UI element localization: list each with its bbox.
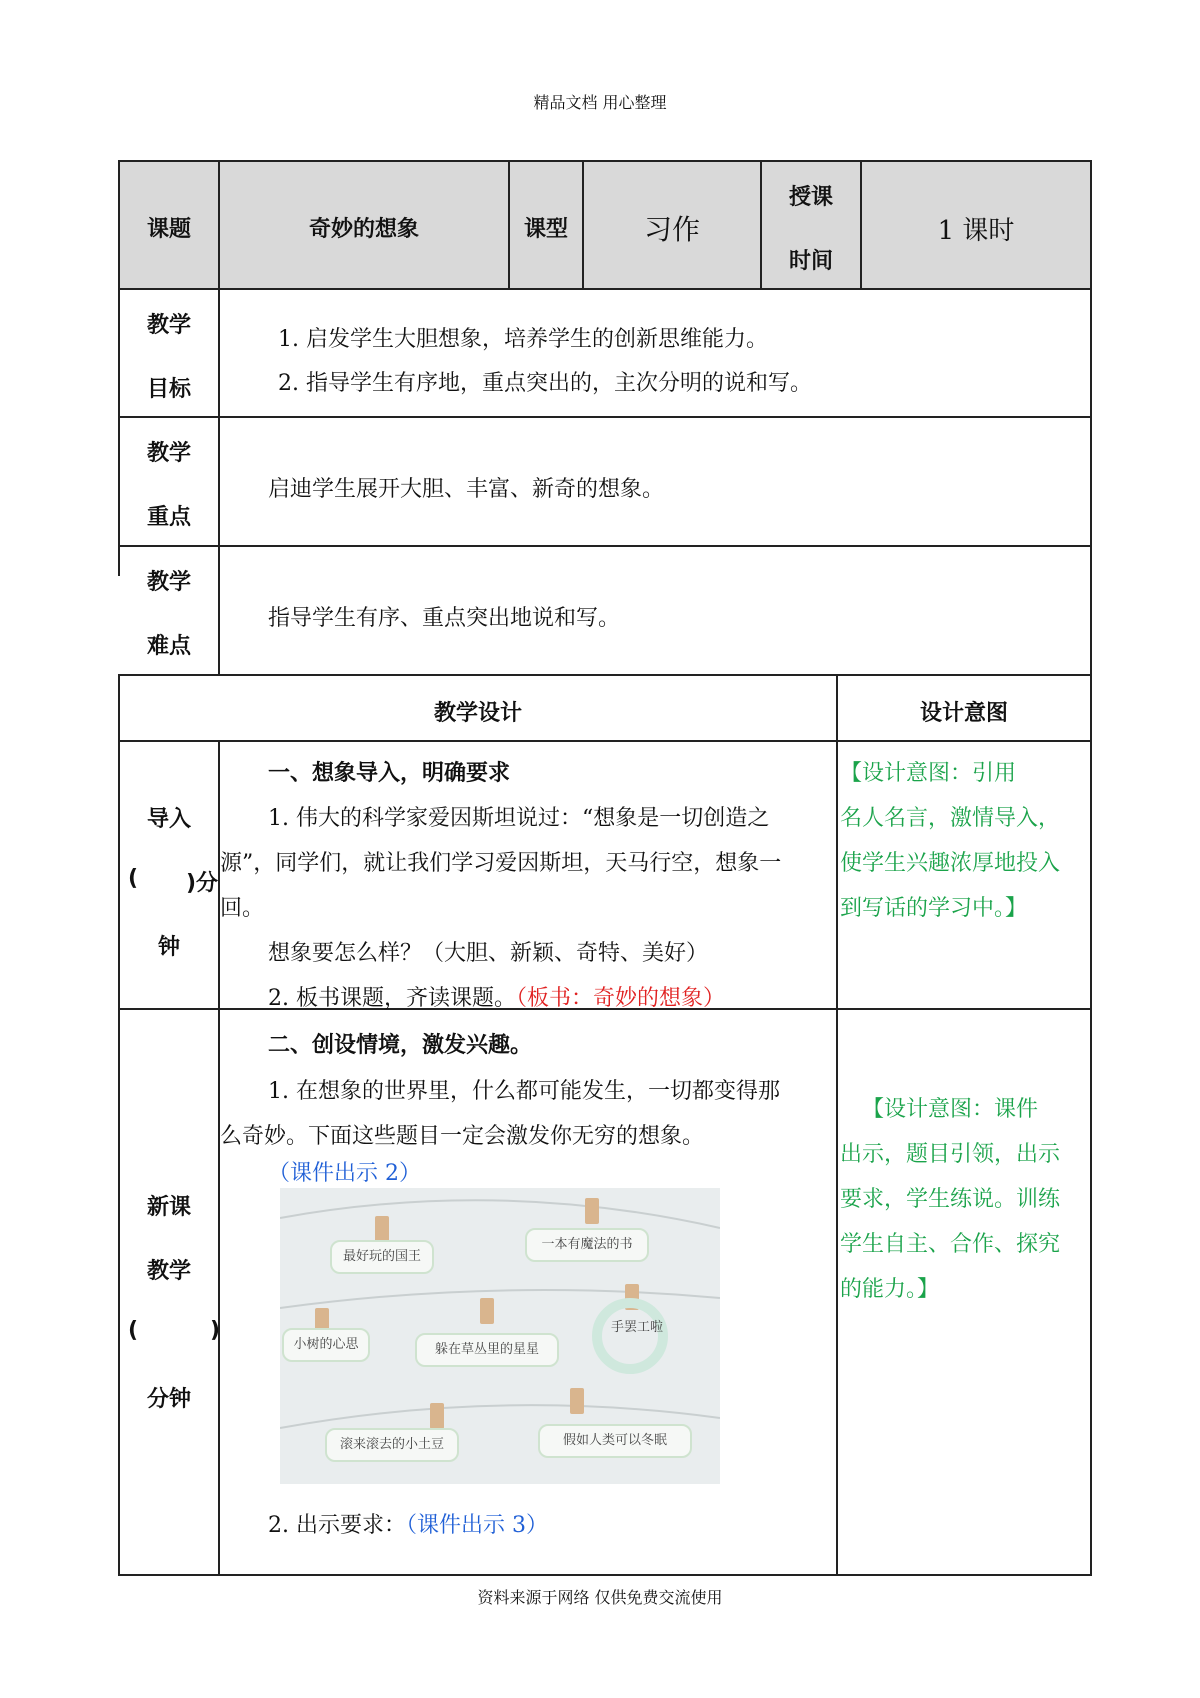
intro-intent-line4: 到写话的学习中。】 [840, 896, 1028, 921]
intro-label-paren: ( [128, 866, 139, 891]
newlesson-label-close-paren: ) [210, 1318, 221, 1343]
newlesson-label-line1: 新课 [146, 1195, 191, 1220]
table-border-bottom [118, 1574, 1092, 1576]
difficulties-label-line2: 难点 [146, 634, 191, 659]
slide-card: 假如人类可以冬眠 [538, 1424, 692, 1458]
newlesson-label-minutes: 分钟 [146, 1387, 191, 1412]
intro-para2: 想象要怎么样？（大胆、新颖、奇特、美好） [268, 941, 709, 966]
difficulties-label-line1: 教学 [146, 570, 191, 595]
objective-line-1: 1. 启发学生大胆想象，培养学生的创新思维能力。 [278, 327, 768, 352]
newlesson-intent-line1: 【设计意图：课件 [862, 1097, 1039, 1122]
keypoints-text: 启迪学生展开大胆、丰富、新奇的想象。 [268, 477, 665, 502]
intro-label-line1: 导入 [146, 807, 191, 832]
table-border-left [118, 740, 120, 1576]
page-footer: 资料来源于网络 仅供免费交流使用 [477, 1588, 723, 1607]
topic-label: 课题 [146, 217, 191, 242]
newlesson-para1-line1: 1. 在想象的世界里，什么都可能发生，一切都变得那 [268, 1079, 780, 1104]
intro-para1-line3: 回。 [220, 896, 265, 921]
clothespin-icon [480, 1298, 494, 1324]
keypoints-label-line2: 重点 [146, 505, 191, 530]
intro-intent-line2: 名人名言，激情导入， [840, 806, 1061, 831]
table-row-divider [118, 288, 1092, 290]
newlesson-label-line2: 教学 [146, 1259, 191, 1284]
slide-card: 滚来滚去的小土豆 [325, 1428, 459, 1462]
time-label-line2: 时间 [788, 249, 833, 274]
courseware-slide-image [280, 1188, 720, 1484]
objective-line-2: 2. 指导学生有序地，重点突出的，主次分明的说和写。 [278, 371, 812, 396]
newlesson-para2-text: 2. 出示要求： [268, 1513, 406, 1538]
slide-note-2: （课件出示 2） [268, 1161, 421, 1186]
type-label: 课型 [523, 217, 568, 242]
clothespin-icon [570, 1388, 584, 1414]
slide-card: 最好玩的国王 [330, 1240, 434, 1274]
keypoints-label-line1: 教学 [146, 441, 191, 466]
slide-card: 一本有魔法的书 [525, 1228, 649, 1262]
newlesson-para2 [268, 1508, 548, 1539]
intro-para1-line2: 源”，同学们，就让我们学习爱因斯坦，天马行空，想象一 [220, 851, 782, 876]
intro-intent-line3: 使学生兴趣浓厚地投入 [840, 851, 1061, 876]
newlesson-intent-line4: 学生自主、合作、探究 [840, 1232, 1061, 1257]
newlesson-intent-line2: 出示，题目引领，出示 [840, 1142, 1061, 1167]
slide-card: 躲在草丛里的星星 [415, 1333, 559, 1367]
slide-card: 小树的心思 [282, 1328, 370, 1362]
clothespin-icon [585, 1198, 599, 1224]
newlesson-intent-line5: 的能力。】 [840, 1277, 940, 1302]
intro-para1-line1: 1. 伟大的科学家爱因斯坦说过：“想象是一切创造之 [268, 806, 770, 831]
table-border-right [1090, 160, 1092, 1576]
table-border-top [118, 160, 1092, 162]
clothespin-icon [375, 1216, 389, 1242]
table-row-divider [118, 545, 1092, 547]
table-row-divider [118, 740, 1092, 742]
slide-card: 手罢工啦 [610, 1320, 663, 1335]
intro-label-line4: 钟 [157, 935, 180, 960]
newlesson-intent-line3: 要求，学生练说。训练 [840, 1187, 1061, 1212]
design-header-right: 设计意图 [919, 701, 1008, 726]
time-label-line1: 授课 [788, 185, 833, 210]
objectives-label-line1: 教学 [146, 313, 191, 338]
page-header: 精品文档 用心整理 [533, 93, 667, 112]
newlesson-label-open-paren: ( [128, 1318, 139, 1343]
intro-para3-text: 2. 板书课题，齐读课题。 [268, 986, 516, 1011]
time-value: 1 课时 [937, 216, 1015, 246]
clothespin-icon [430, 1403, 444, 1429]
design-header-left: 教学设计 [433, 701, 522, 726]
table-col-divider [836, 674, 838, 1576]
type-value: 习作 [643, 213, 700, 246]
table-row-divider [118, 674, 1092, 676]
table-row-divider [118, 416, 1092, 418]
objectives-label-line2: 目标 [146, 377, 191, 402]
newlesson-heading: 二、创设情境，激发兴趣。 [268, 1033, 533, 1058]
intro-heading: 一、想象导入，明确要求 [268, 761, 511, 786]
intro-label-minutes: )分 [186, 871, 219, 896]
intro-para3 [268, 981, 725, 1012]
slide-note-3: （课件出示 3） [405, 1513, 548, 1538]
difficulties-text: 指导学生有序、重点突出地说和写。 [268, 606, 621, 631]
intro-board-note: （板书：奇妙的想象） [515, 986, 725, 1011]
newlesson-para1-line2: 么奇妙。下面这些题目一定会激发你无穷的想象。 [220, 1124, 705, 1149]
topic-value: 奇妙的想象 [308, 217, 419, 242]
intro-intent-line1: 【设计意图：引用 [840, 761, 1017, 786]
